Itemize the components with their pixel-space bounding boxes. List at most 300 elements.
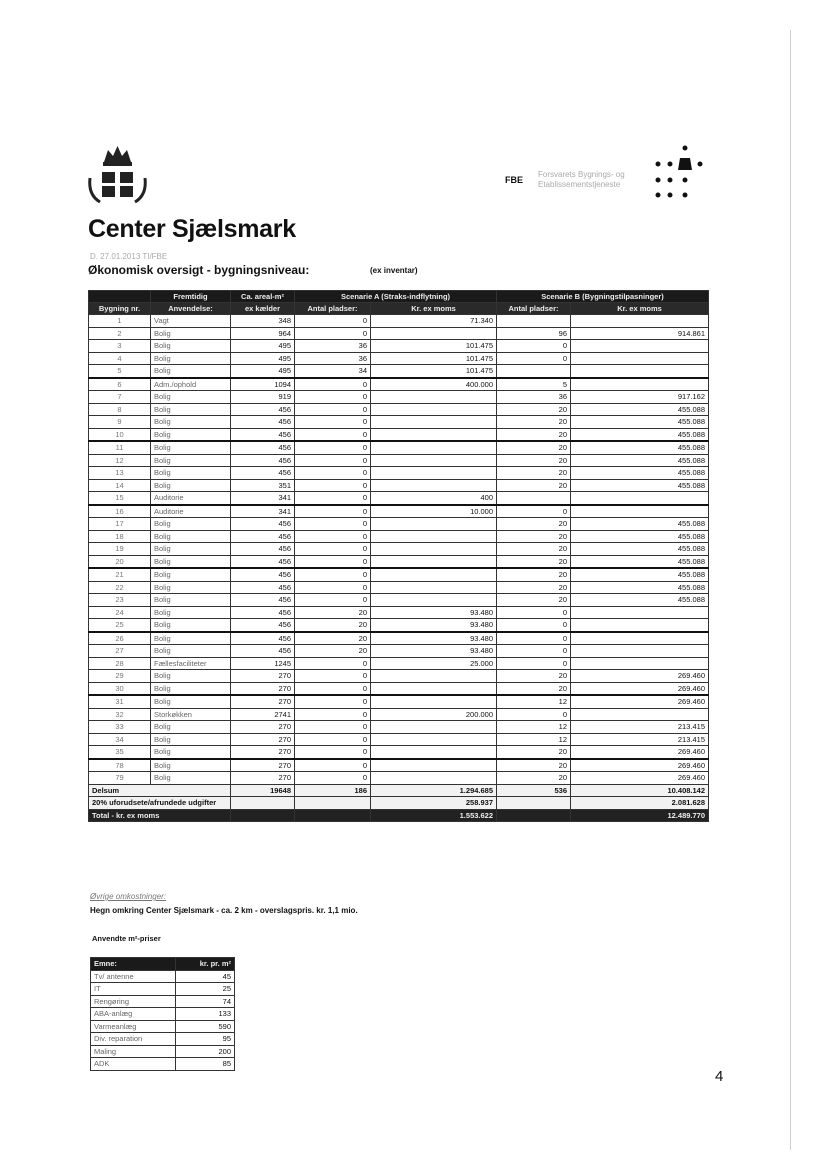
cell-area: 456 xyxy=(231,606,295,619)
table-row xyxy=(89,327,709,340)
cell-building: 21 xyxy=(89,568,151,581)
cell-a-places: 0 xyxy=(295,530,371,543)
cell-building: 19 xyxy=(89,543,151,556)
area-row xyxy=(91,1020,235,1033)
col-use: Anvendelse: xyxy=(151,303,231,315)
cell-b-places: 20 xyxy=(497,403,571,416)
col-area: ex kælder xyxy=(231,303,295,315)
cell-b-kr: 269.460 xyxy=(571,670,709,683)
cell-b-kr xyxy=(571,645,709,658)
cell-a-kr: 400 xyxy=(371,492,497,505)
cell-b-places: 0 xyxy=(497,606,571,619)
cell-area: 341 xyxy=(231,505,295,518)
cell-use: Bolig xyxy=(151,479,231,492)
cell-a-places: 34 xyxy=(295,365,371,378)
cell-b-kr: 455.088 xyxy=(571,416,709,429)
cell-a-kr: 93.480 xyxy=(371,632,497,645)
cell-building: 34 xyxy=(89,733,151,746)
cell-b-places: 20 xyxy=(497,454,571,467)
economy-table xyxy=(88,290,709,822)
cell-b-places: 20 xyxy=(497,568,571,581)
area-table-title: Anvendte m²-priser xyxy=(92,934,161,943)
cell-building: 29 xyxy=(89,670,151,683)
cell-area: 456 xyxy=(231,543,295,556)
cell-use: Bolig xyxy=(151,670,231,683)
cell-building: 12 xyxy=(89,454,151,467)
totals-area xyxy=(231,809,295,822)
cell-a-places: 0 xyxy=(295,695,371,708)
cell-b-places: 20 xyxy=(497,594,571,607)
area-col-item: Emne: xyxy=(91,958,176,971)
cell-a-kr xyxy=(371,772,497,785)
cell-use: Bolig xyxy=(151,530,231,543)
cell-area: 270 xyxy=(231,670,295,683)
cell-b-kr xyxy=(571,632,709,645)
cell-a-places: 0 xyxy=(295,555,371,568)
cell-building: 24 xyxy=(89,606,151,619)
cell-a-kr xyxy=(371,454,497,467)
cell-area: 456 xyxy=(231,594,295,607)
cell-use: Fællesfaciliteter xyxy=(151,657,231,670)
area-item: Rengøring xyxy=(91,995,176,1008)
cell-b-places: 20 xyxy=(497,441,571,454)
table-row xyxy=(89,733,709,746)
note-title: Øvrige omkostninger: xyxy=(90,892,167,901)
table-row xyxy=(89,352,709,365)
col-a-places: Antal pladser: xyxy=(295,303,371,315)
cell-b-kr: 455.088 xyxy=(571,454,709,467)
cell-b-places: 20 xyxy=(497,530,571,543)
fbe-label: FBE xyxy=(505,175,523,185)
cell-a-places: 0 xyxy=(295,682,371,695)
cell-b-kr: 455.088 xyxy=(571,428,709,441)
cell-use: Bolig xyxy=(151,454,231,467)
cell-b-kr: 213.415 xyxy=(571,733,709,746)
totals-a-places: 186 xyxy=(295,784,371,797)
area-row xyxy=(91,970,235,983)
cell-area: 1094 xyxy=(231,378,295,391)
header-empty xyxy=(89,291,151,303)
cell-building: 10 xyxy=(89,428,151,441)
cell-a-places: 0 xyxy=(295,428,371,441)
cell-a-places: 0 xyxy=(295,772,371,785)
cell-b-places: 5 xyxy=(497,378,571,391)
cell-b-places: 20 xyxy=(497,759,571,772)
area-price: 85 xyxy=(176,1058,235,1071)
area-item: Maling xyxy=(91,1045,176,1058)
cell-a-kr xyxy=(371,555,497,568)
cell-area: 270 xyxy=(231,721,295,734)
area-row xyxy=(91,1058,235,1071)
cell-area: 456 xyxy=(231,441,295,454)
cell-a-kr xyxy=(371,594,497,607)
totals-row xyxy=(89,797,709,810)
cell-building: 8 xyxy=(89,403,151,416)
cell-b-places: 0 xyxy=(497,505,571,518)
table-row xyxy=(89,746,709,759)
cell-building: 2 xyxy=(89,327,151,340)
table-row xyxy=(89,505,709,518)
cell-building: 14 xyxy=(89,479,151,492)
cell-b-kr xyxy=(571,505,709,518)
table-row xyxy=(89,657,709,670)
cell-b-kr: 455.088 xyxy=(571,555,709,568)
area-row xyxy=(91,983,235,996)
cell-b-kr xyxy=(571,492,709,505)
subtitle: Økonomisk oversigt - bygningsniveau: xyxy=(88,263,310,277)
cell-b-kr xyxy=(571,708,709,721)
cell-a-kr xyxy=(371,543,497,556)
cell-a-kr xyxy=(371,327,497,340)
cell-a-places: 0 xyxy=(295,467,371,480)
fbe-text xyxy=(538,170,625,190)
cell-a-kr: 93.480 xyxy=(371,645,497,658)
cell-a-kr: 101.475 xyxy=(371,352,497,365)
ministry-dots-logo xyxy=(650,138,710,206)
cell-use: Bolig xyxy=(151,581,231,594)
cell-use: Bolig xyxy=(151,518,231,531)
cell-use: Bolig xyxy=(151,352,231,365)
cell-a-kr: 101.475 xyxy=(371,365,497,378)
cell-b-kr xyxy=(571,657,709,670)
cell-building: 6 xyxy=(89,378,151,391)
totals-b-kr: 10.408.142 xyxy=(571,784,709,797)
cell-b-kr xyxy=(571,606,709,619)
cell-b-kr xyxy=(571,315,709,328)
cell-area: 270 xyxy=(231,759,295,772)
note-body: Hegn omkring Center Sjælsmark - ca. 2 km - overslagspris. kr. 1,1 mio. xyxy=(90,906,358,915)
cell-use: Bolig xyxy=(151,772,231,785)
cell-a-places: 0 xyxy=(295,733,371,746)
totals-b-places: 536 xyxy=(497,784,571,797)
cell-a-places: 0 xyxy=(295,543,371,556)
cell-b-kr xyxy=(571,352,709,365)
cell-b-kr: 455.088 xyxy=(571,594,709,607)
cell-area: 341 xyxy=(231,492,295,505)
cell-a-kr: 25.000 xyxy=(371,657,497,670)
cell-building: 28 xyxy=(89,657,151,670)
cell-area: 495 xyxy=(231,365,295,378)
table-row xyxy=(89,543,709,556)
cell-a-kr: 200.000 xyxy=(371,708,497,721)
table-row xyxy=(89,759,709,772)
cell-a-kr xyxy=(371,759,497,772)
cell-b-kr: 269.460 xyxy=(571,746,709,759)
cell-building: 35 xyxy=(89,746,151,759)
cell-area: 456 xyxy=(231,530,295,543)
totals-b-kr: 2.081.628 xyxy=(571,797,709,810)
area-row xyxy=(91,995,235,1008)
area-item: Varmeanlæg xyxy=(91,1020,176,1033)
cell-b-kr: 455.088 xyxy=(571,403,709,416)
cell-a-kr: 10.000 xyxy=(371,505,497,518)
table-row xyxy=(89,467,709,480)
cell-a-kr: 101.475 xyxy=(371,340,497,353)
cell-a-places: 0 xyxy=(295,518,371,531)
cell-b-places: 20 xyxy=(497,543,571,556)
cell-a-kr xyxy=(371,479,497,492)
fbe-text-line2: Etablissementstjeneste xyxy=(538,180,621,189)
totals-label: 20% uforudsete/afrundede udgifter xyxy=(89,797,231,810)
cell-use: Bolig xyxy=(151,594,231,607)
cell-b-places: 20 xyxy=(497,670,571,683)
cell-b-places xyxy=(497,315,571,328)
cell-area: 495 xyxy=(231,352,295,365)
cell-a-places: 0 xyxy=(295,721,371,734)
cell-b-places: 20 xyxy=(497,581,571,594)
cell-a-places: 0 xyxy=(295,594,371,607)
cell-b-kr xyxy=(571,619,709,632)
cell-building: 15 xyxy=(89,492,151,505)
cell-b-places: 20 xyxy=(497,428,571,441)
cell-use: Vagt xyxy=(151,315,231,328)
cell-a-kr xyxy=(371,568,497,581)
cell-building: 16 xyxy=(89,505,151,518)
cell-building: 78 xyxy=(89,759,151,772)
cell-area: 456 xyxy=(231,467,295,480)
area-price: 133 xyxy=(176,1008,235,1021)
table-row xyxy=(89,479,709,492)
table-row xyxy=(89,340,709,353)
cell-area: 351 xyxy=(231,479,295,492)
cell-a-places: 0 xyxy=(295,391,371,404)
cell-use: Bolig xyxy=(151,327,231,340)
cell-b-places: 12 xyxy=(497,721,571,734)
cell-building: 11 xyxy=(89,441,151,454)
cell-b-kr xyxy=(571,365,709,378)
totals-label: Total - kr. ex moms xyxy=(89,809,231,822)
cell-b-places: 0 xyxy=(497,352,571,365)
cell-building: 22 xyxy=(89,581,151,594)
cell-use: Bolig xyxy=(151,619,231,632)
cell-b-places: 12 xyxy=(497,733,571,746)
cell-a-kr xyxy=(371,530,497,543)
cell-area: 270 xyxy=(231,746,295,759)
cell-a-places: 0 xyxy=(295,416,371,429)
cell-area: 456 xyxy=(231,645,295,658)
table-row xyxy=(89,619,709,632)
cell-b-places: 20 xyxy=(497,479,571,492)
cell-building: 18 xyxy=(89,530,151,543)
table-row xyxy=(89,594,709,607)
table-row xyxy=(89,391,709,404)
cell-a-kr xyxy=(371,428,497,441)
cell-b-kr: 455.088 xyxy=(571,467,709,480)
cell-building: 3 xyxy=(89,340,151,353)
cell-use: Bolig xyxy=(151,733,231,746)
cell-a-kr xyxy=(371,682,497,695)
cell-b-kr: 269.460 xyxy=(571,695,709,708)
cell-b-kr: 914.861 xyxy=(571,327,709,340)
cell-area: 919 xyxy=(231,391,295,404)
cell-a-kr xyxy=(371,403,497,416)
header-scenario-a: Scenarie A (Straks-indflytning) xyxy=(295,291,497,303)
cell-b-places: 20 xyxy=(497,682,571,695)
cell-a-places: 0 xyxy=(295,492,371,505)
cell-a-places: 0 xyxy=(295,403,371,416)
cell-b-places: 96 xyxy=(497,327,571,340)
cell-b-kr: 269.460 xyxy=(571,772,709,785)
cell-use: Bolig xyxy=(151,428,231,441)
cell-building: 31 xyxy=(89,695,151,708)
cell-b-places xyxy=(497,492,571,505)
totals-b-places xyxy=(497,809,571,822)
cell-use: Auditorie xyxy=(151,492,231,505)
table-row xyxy=(89,772,709,785)
totals-row xyxy=(89,809,709,822)
cell-b-places: 20 xyxy=(497,772,571,785)
table-row xyxy=(89,378,709,391)
totals-a-places xyxy=(295,797,371,810)
cell-a-places: 0 xyxy=(295,746,371,759)
cell-b-places: 20 xyxy=(497,518,571,531)
cell-a-kr xyxy=(371,721,497,734)
cell-b-places: 0 xyxy=(497,708,571,721)
col-a-kr: Kr. ex moms xyxy=(371,303,497,315)
cell-building: 20 xyxy=(89,555,151,568)
cell-b-kr: 269.460 xyxy=(571,682,709,695)
cell-b-kr: 455.088 xyxy=(571,568,709,581)
area-row xyxy=(91,1045,235,1058)
cell-b-kr: 917.162 xyxy=(571,391,709,404)
cell-building: 33 xyxy=(89,721,151,734)
cell-area: 456 xyxy=(231,416,295,429)
cell-a-places: 0 xyxy=(295,670,371,683)
cell-building: 27 xyxy=(89,645,151,658)
cell-use: Bolig xyxy=(151,568,231,581)
cell-a-kr xyxy=(371,467,497,480)
cell-a-kr: 93.480 xyxy=(371,619,497,632)
cell-use: Adm./ophold xyxy=(151,378,231,391)
cell-use: Bolig xyxy=(151,543,231,556)
totals-b-kr: 12.489.770 xyxy=(571,809,709,822)
area-price: 200 xyxy=(176,1045,235,1058)
cell-use: Bolig xyxy=(151,606,231,619)
area-price: 95 xyxy=(176,1033,235,1046)
cell-use: Bolig xyxy=(151,645,231,658)
cell-use: Bolig xyxy=(151,746,231,759)
cell-a-places: 0 xyxy=(295,378,371,391)
area-price: 74 xyxy=(176,995,235,1008)
cell-use: Bolig xyxy=(151,632,231,645)
cell-b-places: 12 xyxy=(497,695,571,708)
cell-b-places: 20 xyxy=(497,467,571,480)
cell-building: 1 xyxy=(89,315,151,328)
cell-a-places: 36 xyxy=(295,340,371,353)
cell-area: 270 xyxy=(231,772,295,785)
cell-building: 13 xyxy=(89,467,151,480)
table-row xyxy=(89,416,709,429)
cell-a-places: 0 xyxy=(295,505,371,518)
table-row xyxy=(89,530,709,543)
cell-a-places: 0 xyxy=(295,581,371,594)
cell-area: 270 xyxy=(231,695,295,708)
area-price-table xyxy=(90,957,235,1071)
page-number: 4 xyxy=(715,1068,724,1085)
cell-b-kr: 269.460 xyxy=(571,759,709,772)
cell-a-kr xyxy=(371,416,497,429)
cell-a-places: 0 xyxy=(295,315,371,328)
cell-area: 270 xyxy=(231,733,295,746)
cell-area: 348 xyxy=(231,315,295,328)
area-price: 25 xyxy=(176,983,235,996)
cell-area: 1245 xyxy=(231,657,295,670)
table-row xyxy=(89,708,709,721)
table-row xyxy=(89,492,709,505)
subnote: (ex inventar) xyxy=(370,266,418,275)
cell-building: 9 xyxy=(89,416,151,429)
cell-building: 79 xyxy=(89,772,151,785)
table-row xyxy=(89,454,709,467)
area-item: IT xyxy=(91,983,176,996)
cell-building: 26 xyxy=(89,632,151,645)
totals-label: Delsum xyxy=(89,784,231,797)
table-row xyxy=(89,518,709,531)
cell-use: Bolig xyxy=(151,391,231,404)
cell-use: Bolig xyxy=(151,365,231,378)
table-row xyxy=(89,606,709,619)
cell-a-places: 0 xyxy=(295,657,371,670)
cell-a-kr xyxy=(371,733,497,746)
area-price: 590 xyxy=(176,1020,235,1033)
cell-b-kr: 455.088 xyxy=(571,518,709,531)
cell-b-kr: 455.088 xyxy=(571,479,709,492)
cell-building: 25 xyxy=(89,619,151,632)
cell-a-kr: 400.000 xyxy=(371,378,497,391)
cell-a-places: 0 xyxy=(295,327,371,340)
totals-area xyxy=(231,797,295,810)
cell-use: Bolig xyxy=(151,403,231,416)
cell-area: 456 xyxy=(231,428,295,441)
cell-a-kr xyxy=(371,670,497,683)
totals-a-places xyxy=(295,809,371,822)
cell-b-places: 20 xyxy=(497,555,571,568)
cell-b-kr: 455.088 xyxy=(571,441,709,454)
cell-area: 456 xyxy=(231,619,295,632)
table-row xyxy=(89,670,709,683)
cell-b-places: 20 xyxy=(497,416,571,429)
table-row xyxy=(89,721,709,734)
cell-use: Storkøkken xyxy=(151,708,231,721)
cell-area: 964 xyxy=(231,327,295,340)
cell-a-kr xyxy=(371,695,497,708)
cell-b-places: 20 xyxy=(497,746,571,759)
table-row xyxy=(89,682,709,695)
cell-area: 456 xyxy=(231,555,295,568)
cell-b-kr: 455.088 xyxy=(571,581,709,594)
cell-b-places: 36 xyxy=(497,391,571,404)
table-row xyxy=(89,403,709,416)
area-row xyxy=(91,1008,235,1021)
cell-a-kr xyxy=(371,518,497,531)
table-row xyxy=(89,428,709,441)
cell-a-places: 0 xyxy=(295,759,371,772)
cell-area: 456 xyxy=(231,403,295,416)
cell-a-places: 0 xyxy=(295,708,371,721)
fbe-text-line1: Forsvarets Bygnings- og xyxy=(538,170,625,179)
cell-a-kr: 93.480 xyxy=(371,606,497,619)
header-scenario-b: Scenarie B (Bygningstilpasninger) xyxy=(497,291,709,303)
cell-b-places xyxy=(497,365,571,378)
area-price: 45 xyxy=(176,970,235,983)
cell-a-kr: 71.340 xyxy=(371,315,497,328)
cell-a-places: 0 xyxy=(295,568,371,581)
cell-a-places: 20 xyxy=(295,619,371,632)
totals-b-places xyxy=(497,797,571,810)
cell-area: 2741 xyxy=(231,708,295,721)
totals-a-kr: 258.937 xyxy=(371,797,497,810)
table-row xyxy=(89,441,709,454)
